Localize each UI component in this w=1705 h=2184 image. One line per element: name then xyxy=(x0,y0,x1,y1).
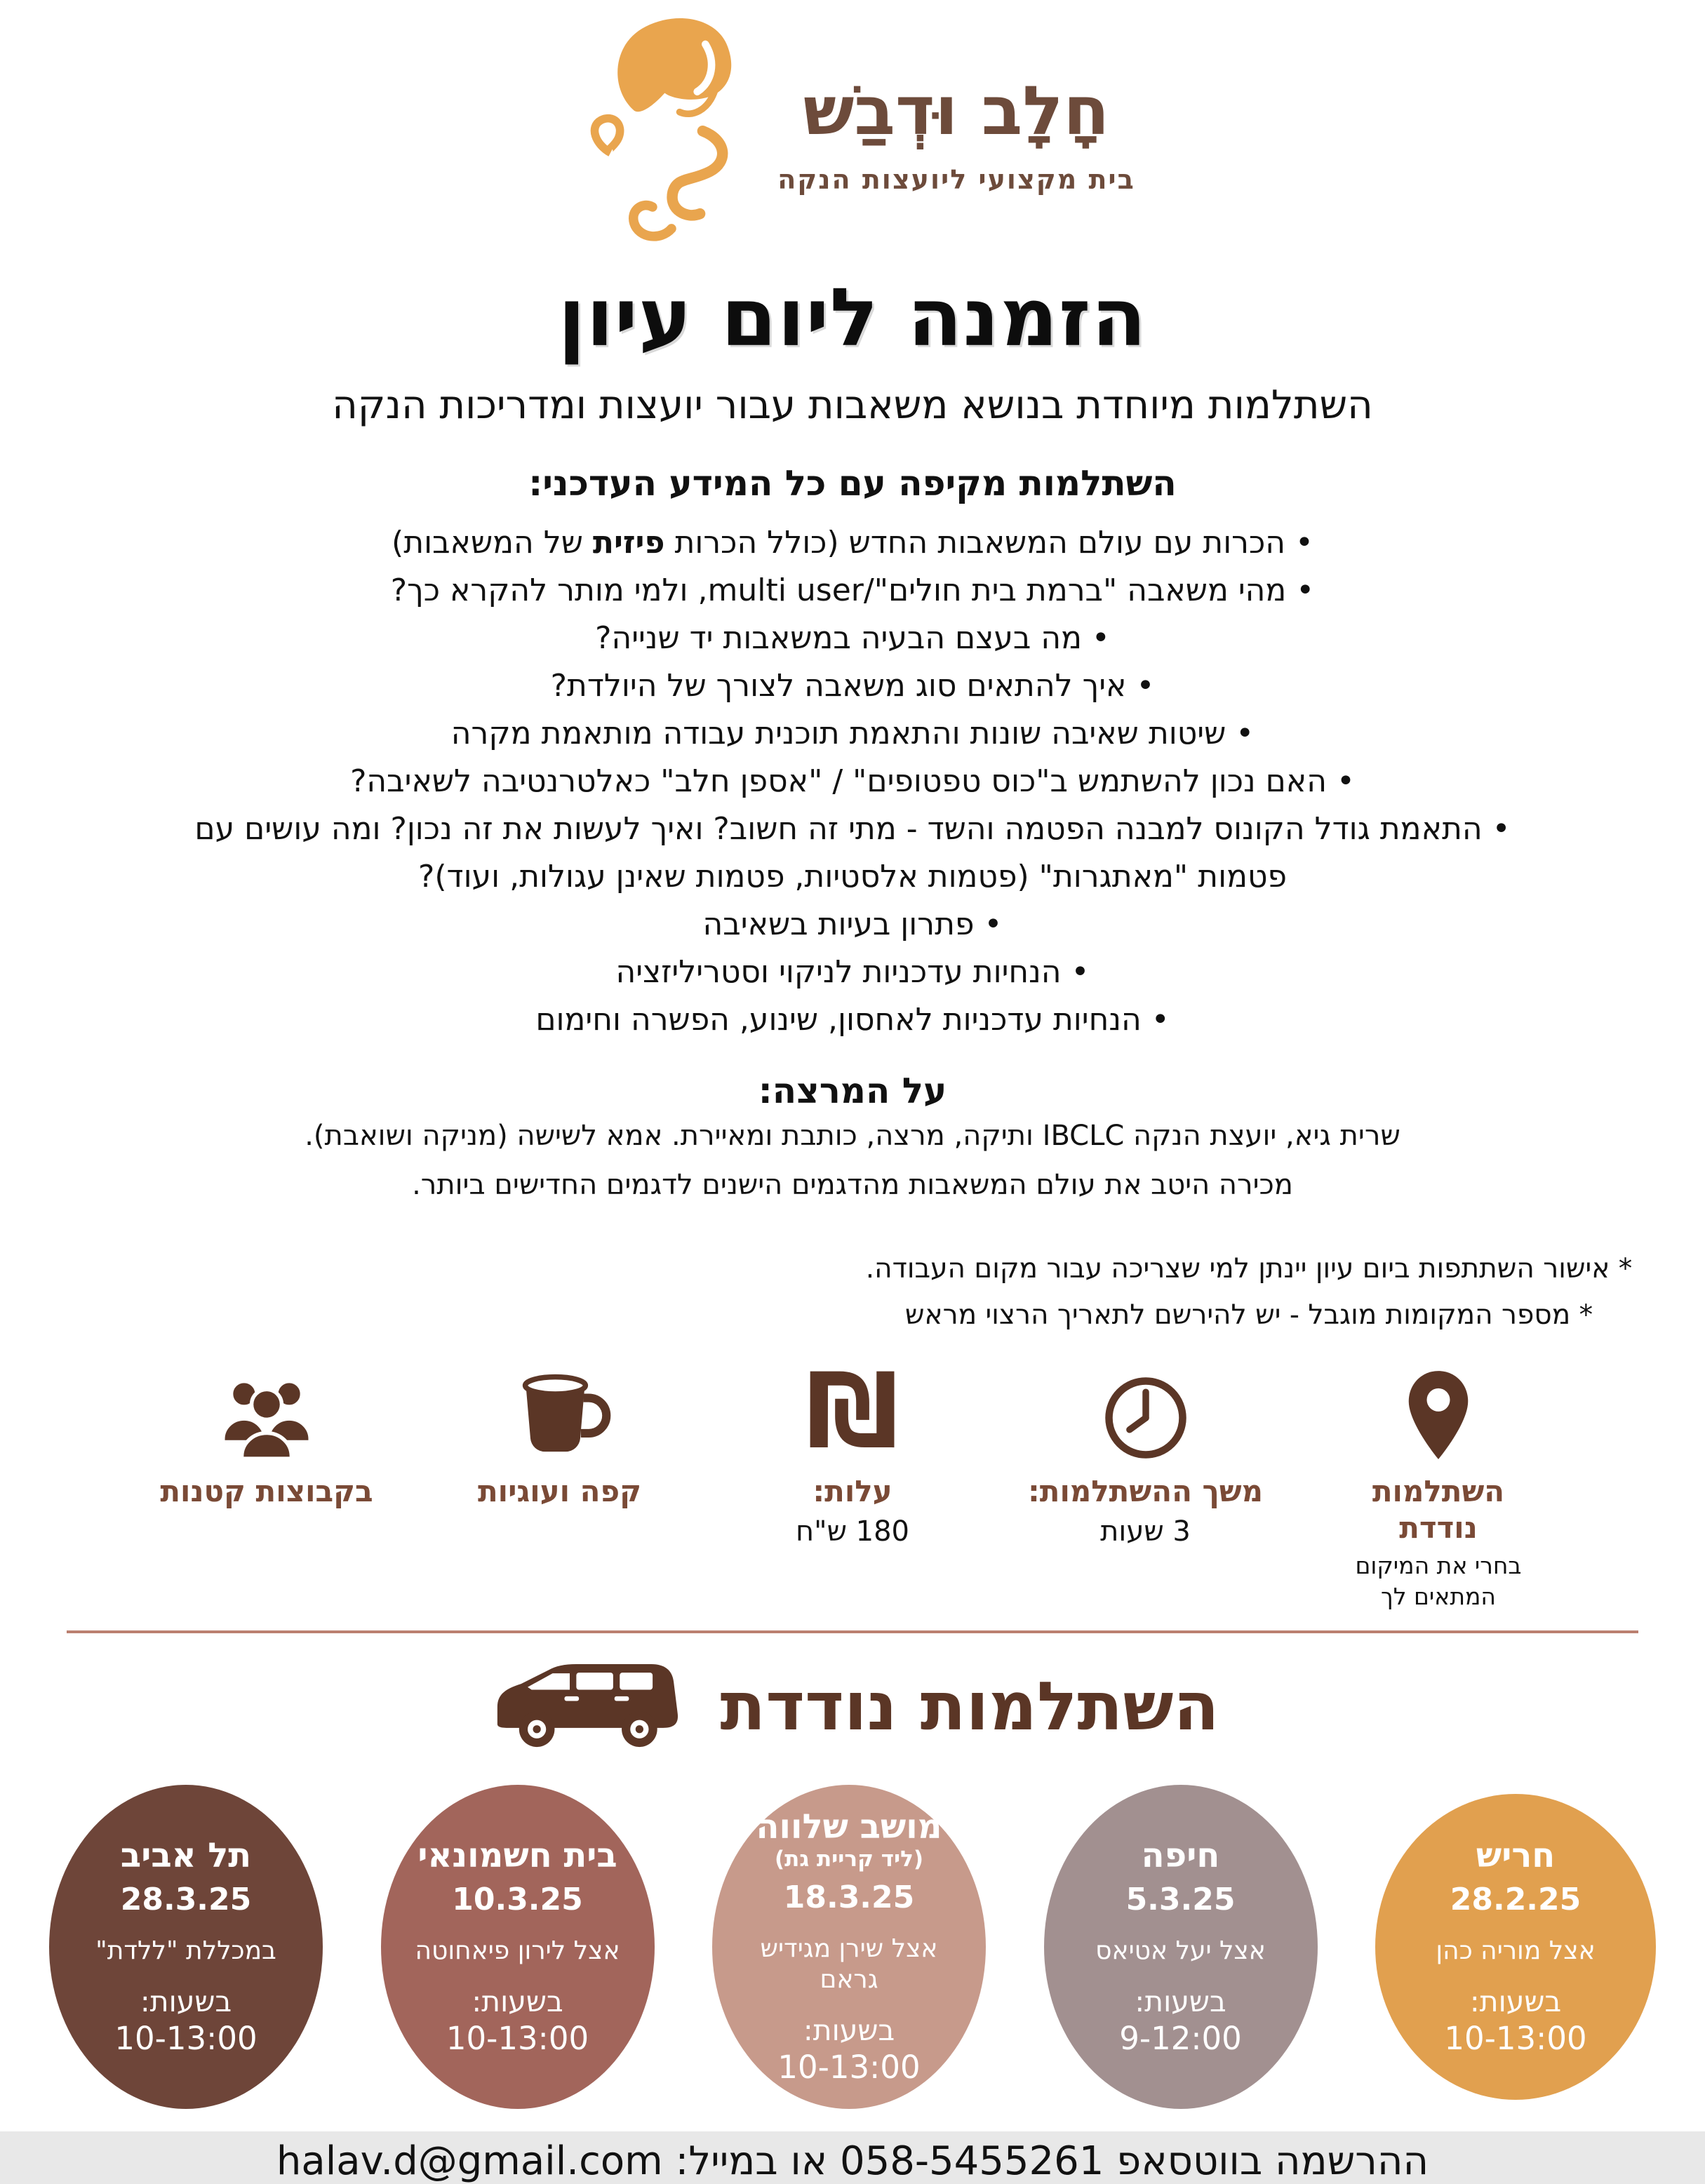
topics-heading: השתלמות מקיפה עם כל המידע העדכני: xyxy=(528,463,1177,504)
van-icon xyxy=(486,1653,696,1761)
topic-item: • הנחיות עדכניות לניקוי וסטריליזציה xyxy=(615,954,1090,990)
topic-item: • מה בעצם הבעיה במשאבות יד שנייה? xyxy=(595,620,1110,656)
feature-value: 180 ש"ח xyxy=(796,1515,909,1548)
lecturer-bio-line: שרית גיא, יועצת הנקה IBCLC ותיקה, מרצה, כותבת ומאיירת. אמא לשישה (מניקה ושואבת). xyxy=(305,1120,1400,1152)
feature-refreshments xyxy=(441,1364,679,1612)
footnotes xyxy=(831,1246,1666,1339)
feature-label: משך ההשתלמות: xyxy=(1027,1474,1264,1508)
location-hours: 10-13:00 xyxy=(1444,2020,1587,2057)
location-venue: אצל יעל אטיאס xyxy=(1095,1936,1266,1965)
location-hours: 10-13:00 xyxy=(114,2020,258,2057)
registration-contact: ההרשמה בווטסאפ 058-5455261 או במייל: halav.d@gmail.com xyxy=(276,2138,1429,2184)
location-city: חיפה xyxy=(1141,1836,1220,1875)
mobile-course-header xyxy=(0,1653,1705,1761)
logo xyxy=(0,0,1705,244)
topic-item: • הנחיות עדכניות לאחסון, שינוע, הפשרה וחימום xyxy=(535,1002,1170,1038)
location-circle-moshav-shlava xyxy=(712,1785,986,2109)
topic-item: • האם נכון להשתמש ב"כוס טפטופים" / "אספן חלב" כאלטרנטיבה לשאיבה? xyxy=(350,763,1355,799)
people-group-icon xyxy=(214,1364,319,1462)
feature-caption: בחרי את המיקום המתאים לך xyxy=(1355,1552,1522,1610)
page-subtitle: השתלמות מיוחדת בנושא משאבות עבור יועצות ומדריכות הנקה xyxy=(332,382,1373,428)
logo-tagline: בית מקצועי ליועצות הנקה xyxy=(777,164,1135,196)
honey-woman-icon xyxy=(570,10,773,244)
location-date: 28.2.25 xyxy=(1450,1882,1582,1917)
location-circle-tel-aviv xyxy=(49,1785,323,2109)
locations-row xyxy=(49,1785,1656,2109)
feature-duration xyxy=(1027,1364,1265,1612)
location-hours-label: בשעות: xyxy=(1469,1985,1562,2018)
feature-label: בקבוצות קטנות xyxy=(160,1474,373,1508)
location-pin-icon xyxy=(1402,1364,1475,1462)
footnote: * אישור השתתפות ביום עיון יינתן למי שצריכה עבור מקום העבודה. xyxy=(865,1253,1633,1285)
lecturer-heading: על המרצה: xyxy=(758,1071,947,1111)
location-venue: אצל מוריה כהן xyxy=(1436,1936,1596,1965)
topics-list xyxy=(179,519,1526,1044)
mobile-course-title: השתלמות נודדת xyxy=(720,1668,1219,1746)
location-note: (ליד קריית גת) xyxy=(775,1847,923,1872)
location-venue: במכללת "ללדת" xyxy=(95,1936,276,1965)
topic-item: • התאמת גודל הקונוס למבנה הפטמה והשד - מתי זה חשוב? ואיך לעשות את זה נכון? ומה עושים עם פטמות "מאתגרות" (פטמות אלסטיות, פטמות שאינן עגולות, ועוד)? xyxy=(194,811,1511,895)
shekel-icon: ₪ xyxy=(805,1351,900,1470)
location-date: 28.3.25 xyxy=(120,1882,252,1917)
location-venue: אצל לירון פיאחוטה xyxy=(415,1936,620,1965)
location-date: 5.3.25 xyxy=(1125,1882,1236,1917)
location-hours-label: בשעות: xyxy=(472,1985,563,2018)
feature-cost xyxy=(733,1351,972,1612)
feature-label: עלות: xyxy=(813,1474,892,1508)
location-date: 10.3.25 xyxy=(452,1882,583,1917)
location-city: בית חשמונאי xyxy=(417,1836,617,1875)
location-hours: 10-13:00 xyxy=(446,2020,589,2057)
location-hours-label: בשעות: xyxy=(803,2014,895,2047)
footnote: * מספר המקומות מוגבל - יש להירשם לתאריך הרצוי מראש xyxy=(904,1299,1593,1331)
topic-item: • פתרון בעיות בשאיבה xyxy=(702,906,1003,942)
clock-icon xyxy=(1102,1364,1190,1462)
location-circle-haifa xyxy=(1044,1785,1318,2109)
location-circle-beit-hashmonai xyxy=(381,1785,655,2109)
logo-name: חָלָב וּדְבַשׁ xyxy=(803,70,1110,150)
location-hours: 9-12:00 xyxy=(1119,2020,1242,2057)
lecturer-bio-line: מכירה היטב את עולם המשאבות מהדגמים הישנים לדגמים החדישים ביותר. xyxy=(412,1169,1293,1201)
topic-item: • שיטות שאיבה שונות והתאמת תוכנית עבודה מותאמת מקרה xyxy=(450,716,1255,751)
location-hours: 10-13:00 xyxy=(777,2049,921,2086)
location-date: 18.3.25 xyxy=(783,1880,915,1915)
location-city: חריש xyxy=(1476,1836,1556,1875)
page-title: הזמנה ליום עיון xyxy=(558,271,1147,364)
location-hours-label: בשעות: xyxy=(1135,1985,1226,2018)
feature-label: השתלמות נודדת xyxy=(1372,1474,1505,1545)
location-city: תל אביב xyxy=(120,1836,252,1875)
topic-item: • הכרות עם עולם המשאבות החדש (כולל הכרות פיזית של המשאבות) xyxy=(392,525,1313,561)
features-row xyxy=(147,1351,1558,1612)
location-hours-label: בשעות: xyxy=(140,1985,232,2018)
section-divider xyxy=(67,1630,1638,1633)
feature-value: 3 שעות xyxy=(1100,1515,1191,1548)
location-city: מושב שלווה xyxy=(756,1807,942,1847)
feature-label: קפה ועוגיות xyxy=(477,1474,642,1508)
feature-small-groups xyxy=(147,1364,386,1612)
topic-item: • איך להתאים סוג משאבה לצורך של היולדת? xyxy=(550,668,1155,704)
topic-item: • מהי משאבה "ברמת בית חולים"/multi user, ולמי מותר להקרא כך? xyxy=(390,572,1315,608)
location-venue: אצל שירן מגידיש גראם xyxy=(760,1934,938,1994)
location-circle-harish xyxy=(1375,1794,1656,2100)
coffee-mug-icon xyxy=(507,1364,613,1462)
feature-mobile-location xyxy=(1319,1364,1558,1612)
